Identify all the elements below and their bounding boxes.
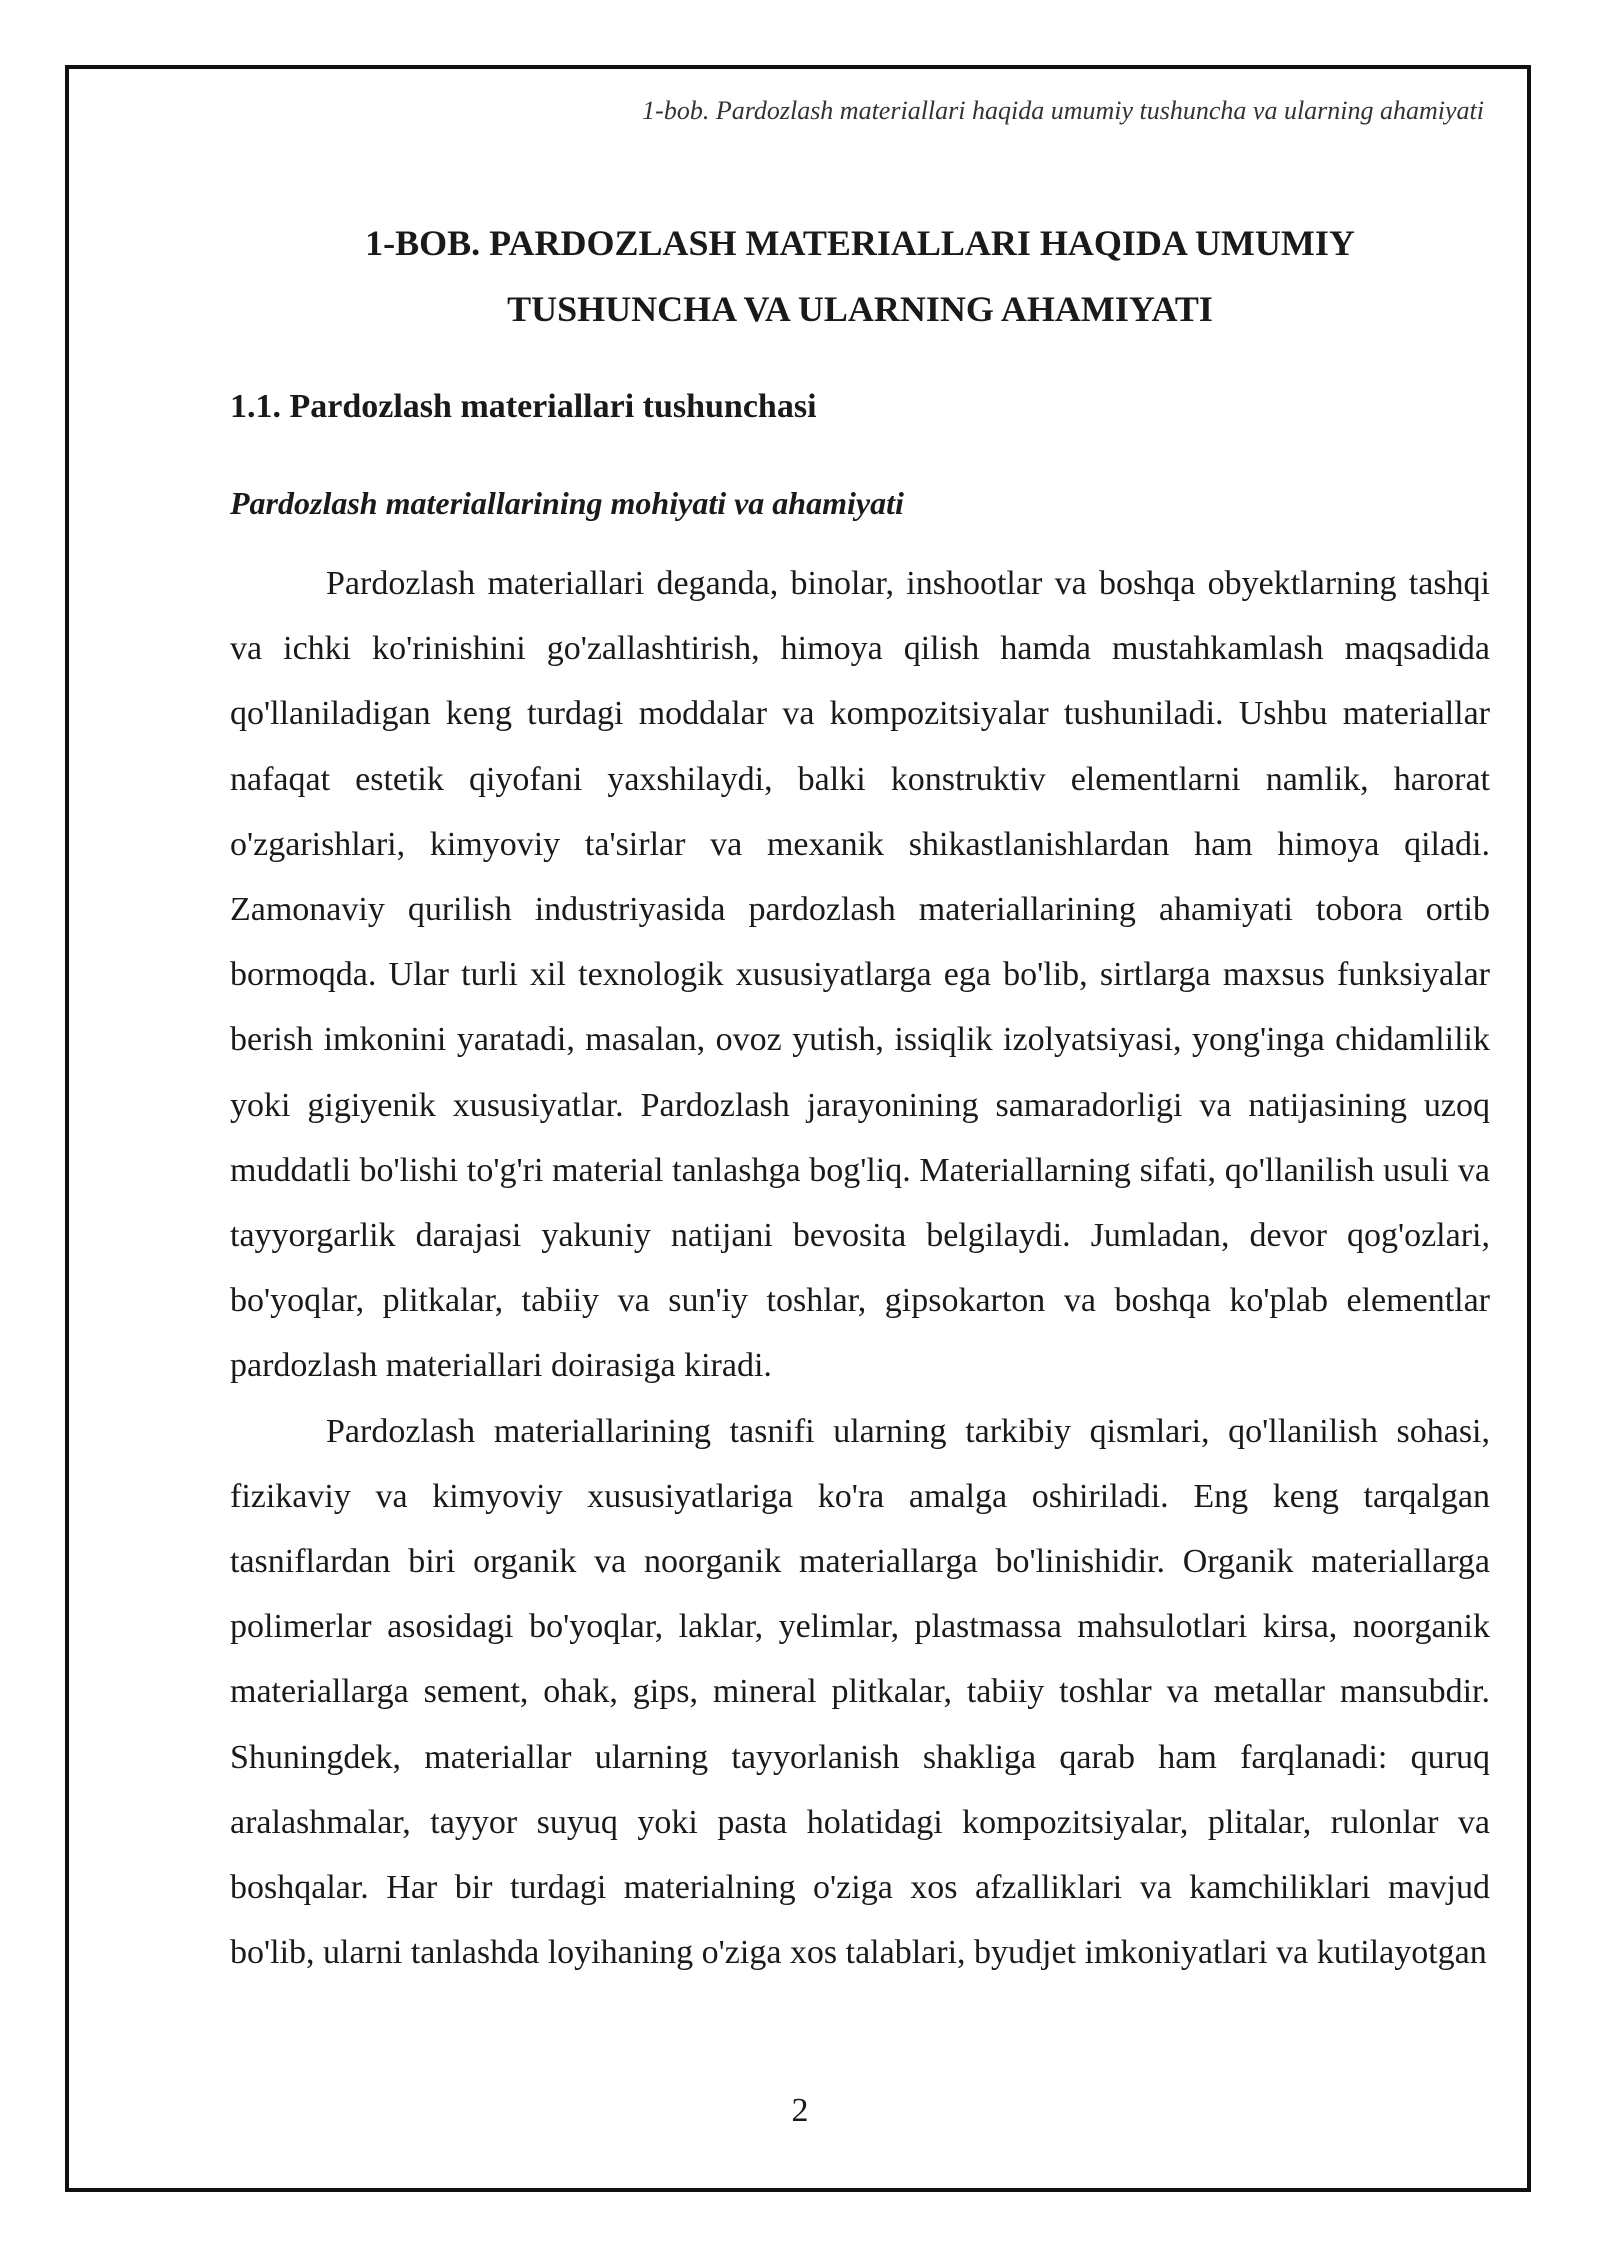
section-title: 1.1. Pardozlash materiallari tushunchasi: [230, 388, 817, 425]
paragraph-2: Pardozlash materiallarining tasnifi ularning tarkibiy qismlari, qo'llanilish sohasi, fizikaviy va kimyoviy xususiyatlariga ko'ra amalga oshiriladi. Eng keng tarqalgan tasniflardan biri organik va noorganik materiallarga bo'linishidir. Organik materiallarga polimerlar asosidagi bo'yoqlar, laklar, yelimlar, plastmassa mahsulotlari kirsa, noorganik materiallarga sement, ohak, gips, mineral plitkalar, tabiiy toshlar va metallar mansubdir. Shuningdek, materiallar ularning tayyorlanish shakliga qarab ham farqlanadi: quruq aralashmalar, tayyor suyuq yoki pasta holatidagi kompozitsiyalar, plitalar, rulonlar va boshqalar. Har bir turdagi materialning o'ziga xos afzalliklari va kamchiliklari mavjud bo'lib, ularni tanlashda loyihaning o'ziga xos talablari, byudjet imkoniyatlari va kutilayotgan: [230, 1412, 1490, 1972]
subsection-title: Pardozlash materiallarining mohiyati va ahamiyati: [230, 485, 904, 521]
body-text: [230, 551, 1490, 1985]
chapter-title: [230, 210, 1490, 342]
paragraph-1: Pardozlash materiallari deganda, binolar, inshootlar va boshqa obyektlarning tashqi va ichki ko'rinishini go'zallashtirish, himoya qilish hamda mustahkamlash maqsadida qo'llaniladigan keng turdagi moddalar va kompozitsiyalar tushuniladi. Ushbu materiallar nafaqat estetik qiyofani yaxshilaydi, balki konstruktiv elementlarni namlik, harorat o'zgarishlari, kimyoviy ta'sirlar va mexanik shikastlanishlardan ham himoya qiladi. Zamonaviy qurilish industriyasida pardozlash materiallarining ahamiyati tobora ortib bormoqda. Ular turli xil texnologik xususiyatlarga ega bo'lib, sirtlarga maxsus funksiyalar berish imkonini yaratadi, masalan, ovoz yutish, issiqlik izolyatsiyasi, yong'inga chidamlilik yoki gigiyenik xususiyatlar. Pardozlash jarayonining samaradorligi va natijasining uzoq muddatli bo'lishi to'g'ri material tanlashga bog'liq. Materiallarning sifati, qo'llanilish usuli va tayyorgarlik darajasi yakuniy natijani bevosita belgilaydi. Jumladan, devor qog'ozlari, bo'yoqlar, plitkalar, tabiiy va sun'iy toshlar, gipsokarton va boshqa ko'plab elementlar pardozlash materiallari doirasiga kiradi.: [230, 565, 1490, 1385]
chapter-title-line-2: TUSHUNCHA VA ULARNING AHAMIYATI: [507, 289, 1213, 329]
running-header: 1-bob. Pardozlash materiallari haqida umumiy tushuncha va ularning ahamiyati: [642, 96, 1484, 125]
page-number: 2: [791, 2092, 809, 2129]
chapter-title-line-1: 1-BOB. PARDOZLASH MATERIALLARI HAQIDA UMUMIY: [365, 223, 1355, 263]
